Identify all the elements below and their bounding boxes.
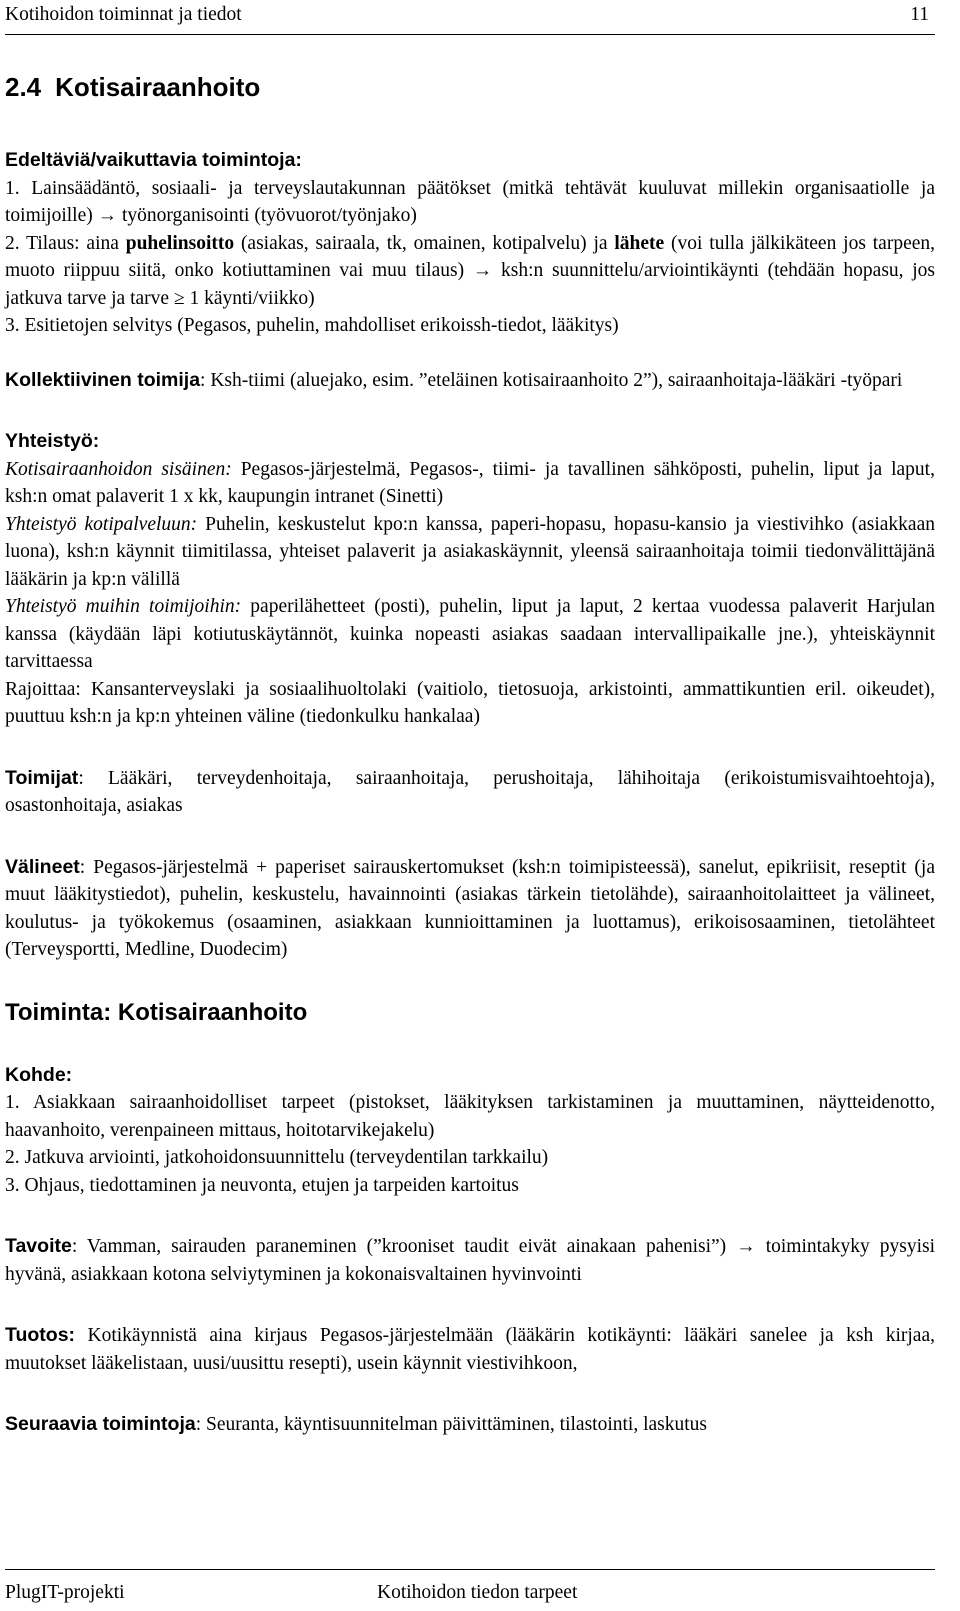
phone-call-emphasis: puhelinsoitto (125, 232, 235, 254)
prereq-heading: Edeltäviä/vaikuttavia toimintoja: (5, 149, 302, 171)
goal-paragraph (5, 1233, 935, 1288)
prereq-item-1: 1. Lainsäädäntö, sosiaali- ja terveyslautakunnan päätökset (mitkä tehtävät kuuluvat millekin organisaatiolle ja toimijoille) → työnorganisointi (työvuorot/työnjako) (5, 177, 935, 226)
cooperation-others (5, 593, 935, 676)
referral-emphasis: lähete (614, 232, 665, 254)
page-footer (5, 1569, 935, 1608)
target-item-3: 3. Ohjaus, tiedottaminen ja neuvonta, etujen ja tarpeiden kartoitus (5, 1174, 519, 1196)
header-title: Kotihoidon toiminnat ja tiedot (5, 4, 242, 25)
document-body (5, 147, 935, 1439)
target-item-2: 2. Jatkuva arviointi, jatkohoidonsuunnittelu (terveydentilan tarkkailu) (5, 1147, 549, 1168)
limits-text: Kansanterveyslaki ja sosiaalihuoltolaki (vaitiolo, tietosuoja, arkistointi, ammattikuntien eril. oikeudet), puuttuu ksh:n ja kp:n yhteinen väline (tiedonkulku hankalaa) (5, 678, 935, 727)
others-text: paperilähetteet (posti), puhelin, liput ja laput, 2 kertaa vuodessa palaverit Harjulan kanssa (käydään läpi kotiutuskäytännöt, kuinka nopeasti asiakas saadaan intervallipaikalle jne.), yhteiskäynnit tarvittaessa (5, 596, 935, 672)
prereq-item-2-e: (voi tulla jälkikäteen jos tarpeen, muoto riippuu siitä, onko kotiuttaminen vai muu tilaus) → ksh:n suunnittelu/arviointikäynti (tehdään hopasu, jos jatkuva tarve ja tarve ≥ 1 käynti/viikko) (5, 232, 935, 309)
target-heading: Kohde: (5, 1063, 73, 1086)
section-heading (5, 72, 260, 103)
cooperation-limits (5, 676, 935, 731)
cooperation-homecare (5, 511, 935, 594)
prereq-item-2-c: (asiakas, sairaala, tk, omainen, kotipalvelu) ja (234, 232, 615, 254)
cooperation-internal (5, 456, 935, 511)
tools-label: Välineet (5, 855, 80, 878)
others-label: Yhteistyö muihin toimijoihin: (5, 596, 242, 617)
prereq-item-3: 3. Esitietojen selvitys (Pegasos, puhelin, mahdolliset erikoissh-tiedot, lääkitys) (5, 315, 619, 336)
homecare-label: Yhteistyö kotipalveluun: (5, 513, 198, 535)
outcome-text: Kotikäynnistä aina kirjaus Pegasos-järjestelmään (lääkärin kotikäynti: lääkäri sanelee ja ksh kirjaa, muutokset lääkelistaan, uusi/uusittu resepti), usein käynnit viestivihkoon, (5, 1325, 935, 1374)
prereq-item-2 (5, 230, 935, 313)
actors-text: : Lääkäri, terveydenhoitaja, sairaanhoitaja, perushoitaja, lähihoitaja (erikoistumisvaihtoehtoja), osastonhoitaja, asiakas (5, 767, 935, 816)
tools-paragraph (5, 854, 935, 964)
actors-paragraph (5, 765, 935, 820)
footer-doc-title: Kotihoidon tiedon tarpeet (377, 1582, 578, 1603)
consequences-paragraph (5, 1411, 935, 1439)
activity-heading: Toiminta: Kotisairaanhoito (5, 998, 308, 1026)
page-number: 11 (910, 4, 929, 25)
section-title: Kotisairaanhoito (55, 72, 261, 102)
collective-actor (5, 367, 935, 395)
outcome-label: Tuotos: (5, 1324, 76, 1346)
prereq-item-2-a: 2. Tilaus: aina (5, 232, 126, 254)
homecare-text: Puhelin, keskustelut kpo:n kanssa, paperi-hopasu, hopasu-kansio ja viestivihko (asiakkaan luona), ksh:n käynnit tiimitilassa, yhteiset palaverit ja asiakaskäynnit, yleensä sairaanhoitaja toimii tiedonvälittäjänä lääkärin ja kp:n välillä (5, 513, 935, 590)
outcome-paragraph (5, 1322, 935, 1377)
consequences-label: Seuraavia toimintoja (5, 1413, 196, 1435)
goal-label: Tavoite (5, 1235, 72, 1257)
actors-label: Toimijat (5, 766, 79, 789)
target-item-1: 1. Asiakkaan sairaanhoidolliset tarpeet (pistokset, lääkityksen tarkistaminen ja muuttaminen, näytteidenotto, haavanhoito, verenpaineen mittaus, hoitotarvikejakelu) (5, 1092, 935, 1141)
section-number: 2.4 (5, 72, 42, 102)
cooperation-heading: Yhteistyö: (5, 430, 100, 452)
collective-label: Kollektiivinen toimija (5, 368, 201, 391)
internal-text: Pegasos-järjestelmä, Pegasos-, tiimi- ja tavallinen sähköposti, puhelin, liput ja laput, ksh:n omat palaverit 1 x kk, kaupungin intranet (Sinetti) (5, 458, 935, 507)
collective-text: : Ksh-tiimi (aluejako, esim. ”eteläinen kotisairaanhoito 2”), sairaanhoitaja-lääkäri -työpari (200, 369, 903, 391)
tools-text: : Pegasos-järjestelmä + paperiset sairauskertomukset (ksh:n toimipisteessä), sanelut, epikriisit, reseptit (ja muut lääkitystiedot), puhelin, keskustelu, havainnointi (asiakas tärkein tietolähde), sairaanhoitolaitteet ja välineet, koulutus- ja työkokemus (osaaminen, asiakkaan kunnioittaminen ja luottamus), erikoisosaaminen, tietolähteet (Terveysportti, Medline, Duodecim) (5, 856, 935, 960)
limits-label: Rajoittaa: (5, 678, 81, 700)
running-header (5, 2, 935, 35)
goal-text: : Vamman, sairauden paraneminen (”krooniset taudit eivät ainakaan pahenisi”) → toimintakyky pysyisi hyvänä, asiakkaan kotona selviytyminen ja kokonaisvaltainen hyvinvointi (5, 1236, 935, 1285)
footer-project: PlugIT-projekti (5, 1582, 125, 1603)
consequences-text: : Seuranta, käyntisuunnitelman päivittäminen, tilastointi, laskutus (195, 1414, 707, 1435)
internal-label: Kotisairaanhoidon sisäinen: (5, 458, 232, 480)
